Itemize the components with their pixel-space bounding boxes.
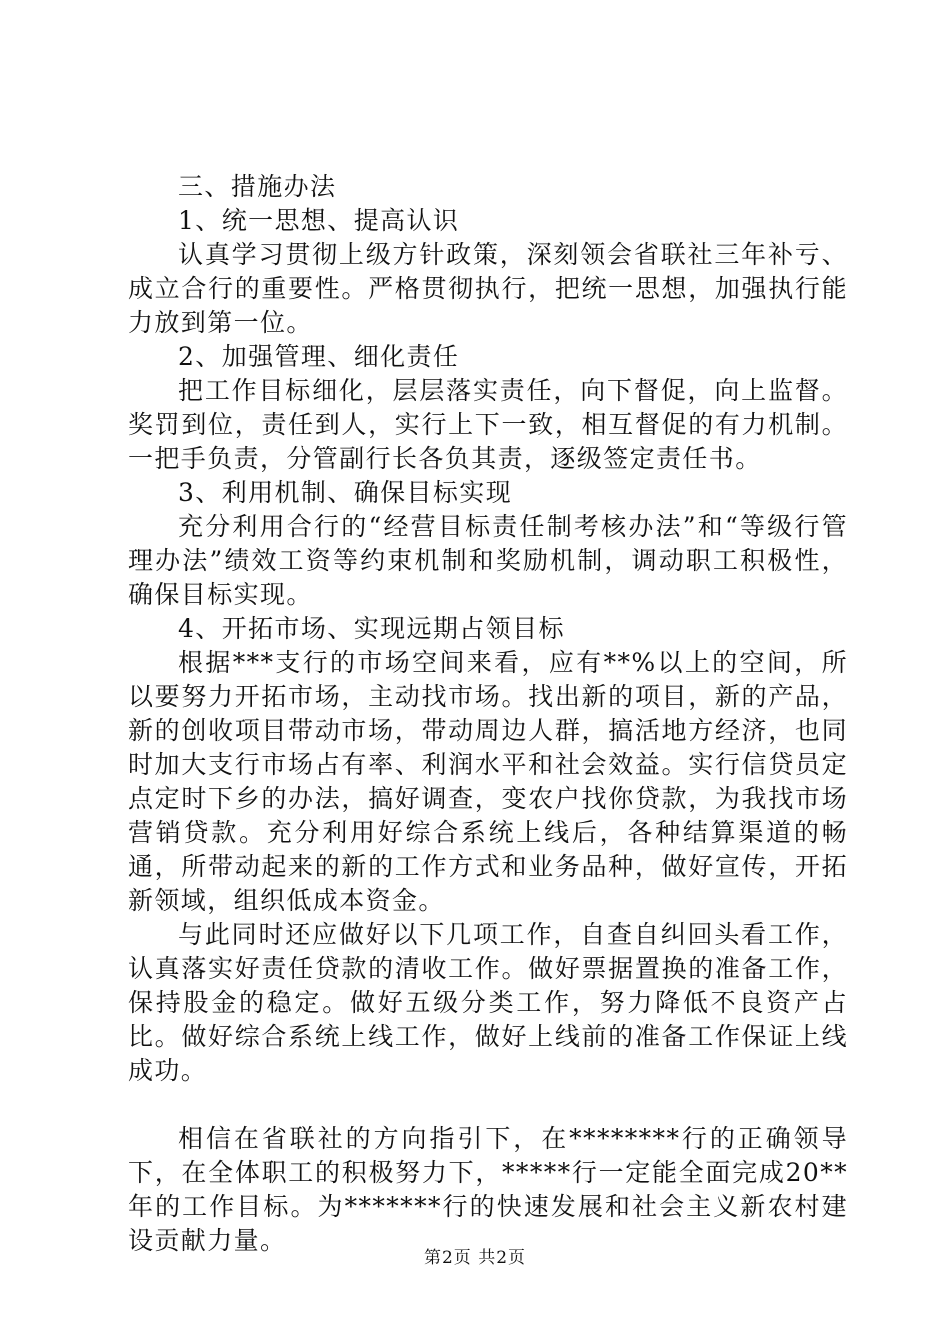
- paragraph-spacer: [128, 1088, 848, 1122]
- subsection-heading-4: 4、开拓市场、实现远期占领目标: [178, 614, 565, 643]
- subsection-heading-3: 3、利用机制、确保目标实现: [178, 478, 513, 507]
- closing-paragraph: 相信在省联社的方向指引下，在********行的正确领导下，在全体职工的积极努力下，*****行一定能全面完成20**年的工作目标。为*******行的快速发展和社会主义新农村建设贡献力量。: [128, 1124, 848, 1255]
- document-body: [128, 170, 848, 1258]
- paragraph-2: 把工作目标细化，层层落实责任，向下督促，向上监督。奖罚到位，责任到人，实行上下一致，相互督促的有力机制。一把手负责，分管副行长各负其责，逐级签定责任书。: [128, 376, 848, 473]
- paragraph-3: 充分利用合行的“经营目标责任制考核办法”和“等级行管理办法”绩效工资等约束机制和奖励机制，调动职工积极性，确保目标实现。: [128, 512, 848, 609]
- section-heading: 三、措施办法: [178, 172, 337, 201]
- subsection-heading-1: 1、统一思想、提高认识: [178, 206, 460, 235]
- paragraph-5: 与此同时还应做好以下几项工作，自查自纠回头看工作，认真落实好责任贷款的清收工作。做好票据置换的准备工作，保持股金的稳定。做好五级分类工作，努力降低不良资产占比。做好综合系统上线工作，做好上线前的准备工作保证上线成功。: [128, 920, 848, 1085]
- subsection-heading-2: 2、加强管理、细化责任: [178, 342, 460, 371]
- paragraph-4: 根据***支行的市场空间来看，应有**%以上的空间，所以要努力开拓市场，主动找市场。找出新的项目，新的产品，新的创收项目带动市场，带动周边人群，搞活地方经济，也同时加大支行市场占有率、利润水平和社会效益。实行信贷员定点定时下乡的办法，搞好调查，变农户找你贷款，为我找市场营销贷款。充分利用好综合系统上线后，各种结算渠道的畅通，所带动起来的新的工作方式和业务品种，做好宣传，开拓新领域，组织低成本资金。: [128, 648, 848, 915]
- page-footer: 第2页 共2页: [423, 1248, 527, 1268]
- paragraph-1: 认真学习贯彻上级方针政策，深刻领会省联社三年补亏、成立合行的重要性。严格贯彻执行，把统一思想，加强执行能力放到第一位。: [128, 240, 848, 337]
